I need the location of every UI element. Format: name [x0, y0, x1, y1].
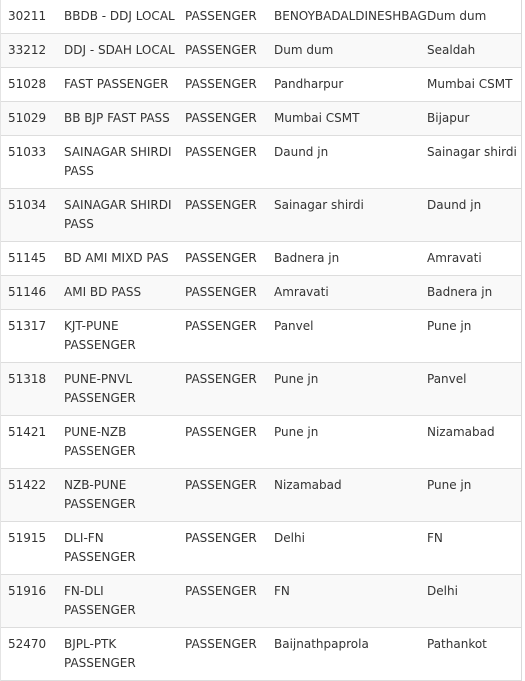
- train-to-station-cell: Delhi: [427, 575, 521, 628]
- train-to-station-cell: Dum dum: [427, 0, 521, 34]
- table-row[interactable]: [1, 575, 521, 628]
- train-name-cell: NZB-PUNE PASSENGER: [64, 469, 185, 522]
- train-number-cell: 51916: [1, 575, 64, 628]
- train-from-station-cell: Badnera jn: [274, 242, 427, 276]
- table-row[interactable]: [1, 276, 521, 310]
- train-type-cell: PASSENGER: [185, 310, 274, 363]
- table-row[interactable]: [1, 136, 521, 189]
- table-row[interactable]: [1, 363, 521, 416]
- train-from-station-cell: Baijnathpaprola: [274, 628, 427, 681]
- train-from-station-cell: Pune jn: [274, 363, 427, 416]
- train-from-station-cell: Sainagar shirdi: [274, 189, 427, 242]
- train-from-station-cell: Nizamabad: [274, 469, 427, 522]
- train-from-station-cell: Amravati: [274, 276, 427, 310]
- table-row[interactable]: [1, 310, 521, 363]
- table-row[interactable]: [1, 242, 521, 276]
- train-type-cell: PASSENGER: [185, 276, 274, 310]
- train-number-cell: 51421: [1, 416, 64, 469]
- table-row[interactable]: [1, 34, 521, 68]
- train-to-station-cell: Pune jn: [427, 469, 521, 522]
- train-type-cell: PASSENGER: [185, 628, 274, 681]
- train-number-cell: 51915: [1, 522, 64, 575]
- train-from-station-cell: Pune jn: [274, 416, 427, 469]
- train-type-cell: PASSENGER: [185, 189, 274, 242]
- table-row[interactable]: [1, 189, 521, 242]
- train-type-cell: PASSENGER: [185, 136, 274, 189]
- train-name-cell: SAINAGAR SHIRDI PASS: [64, 189, 185, 242]
- train-to-station-cell: Nizamabad: [427, 416, 521, 469]
- train-to-station-cell: Pathankot: [427, 628, 521, 681]
- train-from-station-cell: Mumbai CSMT: [274, 102, 427, 136]
- train-number-cell: 51034: [1, 189, 64, 242]
- train-type-cell: PASSENGER: [185, 416, 274, 469]
- train-to-station-cell: Badnera jn: [427, 276, 521, 310]
- train-list-table: [1, 0, 521, 681]
- train-to-station-cell: Sainagar shirdi: [427, 136, 521, 189]
- train-name-cell: BD AMI MIXD PAS: [64, 242, 185, 276]
- train-from-station-cell: BENOYBADALDINESHBAG: [274, 0, 427, 34]
- train-type-cell: PASSENGER: [185, 575, 274, 628]
- train-to-station-cell: FN: [427, 522, 521, 575]
- train-name-cell: PUNE-PNVL PASSENGER: [64, 363, 185, 416]
- train-name-cell: SAINAGAR SHIRDI PASS: [64, 136, 185, 189]
- train-type-cell: PASSENGER: [185, 34, 274, 68]
- table-row[interactable]: [1, 102, 521, 136]
- table-row[interactable]: [1, 68, 521, 102]
- train-number-cell: 51028: [1, 68, 64, 102]
- train-number-cell: 51422: [1, 469, 64, 522]
- table-row[interactable]: [1, 469, 521, 522]
- train-from-station-cell: Dum dum: [274, 34, 427, 68]
- train-name-cell: AMI BD PASS: [64, 276, 185, 310]
- table-row[interactable]: [1, 522, 521, 575]
- table-row[interactable]: [1, 628, 521, 681]
- train-name-cell: BB BJP FAST PASS: [64, 102, 185, 136]
- train-number-cell: 51145: [1, 242, 64, 276]
- train-to-station-cell: Sealdah: [427, 34, 521, 68]
- train-type-cell: PASSENGER: [185, 469, 274, 522]
- train-to-station-cell: Bijapur: [427, 102, 521, 136]
- train-to-station-cell: Pune jn: [427, 310, 521, 363]
- train-from-station-cell: Daund jn: [274, 136, 427, 189]
- train-name-cell: DDJ - SDAH LOCAL: [64, 34, 185, 68]
- train-to-station-cell: Mumbai CSMT: [427, 68, 521, 102]
- train-name-cell: BJPL-PTK PASSENGER: [64, 628, 185, 681]
- train-name-cell: DLI-FN PASSENGER: [64, 522, 185, 575]
- train-number-cell: 51317: [1, 310, 64, 363]
- train-from-station-cell: Panvel: [274, 310, 427, 363]
- train-number-cell: 33212: [1, 34, 64, 68]
- table-row[interactable]: [1, 0, 521, 34]
- train-from-station-cell: FN: [274, 575, 427, 628]
- train-name-cell: BBDB - DDJ LOCAL: [64, 0, 185, 34]
- train-to-station-cell: Daund jn: [427, 189, 521, 242]
- train-to-station-cell: Amravati: [427, 242, 521, 276]
- train-number-cell: 51146: [1, 276, 64, 310]
- train-from-station-cell: Delhi: [274, 522, 427, 575]
- train-name-cell: PUNE-NZB PASSENGER: [64, 416, 185, 469]
- train-from-station-cell: Pandharpur: [274, 68, 427, 102]
- train-number-cell: 51318: [1, 363, 64, 416]
- train-name-cell: FAST PASSENGER: [64, 68, 185, 102]
- table-row[interactable]: [1, 416, 521, 469]
- train-type-cell: PASSENGER: [185, 363, 274, 416]
- train-name-cell: FN-DLI PASSENGER: [64, 575, 185, 628]
- train-to-station-cell: Panvel: [427, 363, 521, 416]
- train-type-cell: PASSENGER: [185, 68, 274, 102]
- train-number-cell: 30211: [1, 0, 64, 34]
- train-type-cell: PASSENGER: [185, 242, 274, 276]
- train-number-cell: 51033: [1, 136, 64, 189]
- train-number-cell: 51029: [1, 102, 64, 136]
- train-number-cell: 52470: [1, 628, 64, 681]
- train-list-body: [1, 0, 521, 681]
- train-type-cell: PASSENGER: [185, 102, 274, 136]
- train-type-cell: PASSENGER: [185, 522, 274, 575]
- train-type-cell: PASSENGER: [185, 0, 274, 34]
- train-name-cell: KJT-PUNE PASSENGER: [64, 310, 185, 363]
